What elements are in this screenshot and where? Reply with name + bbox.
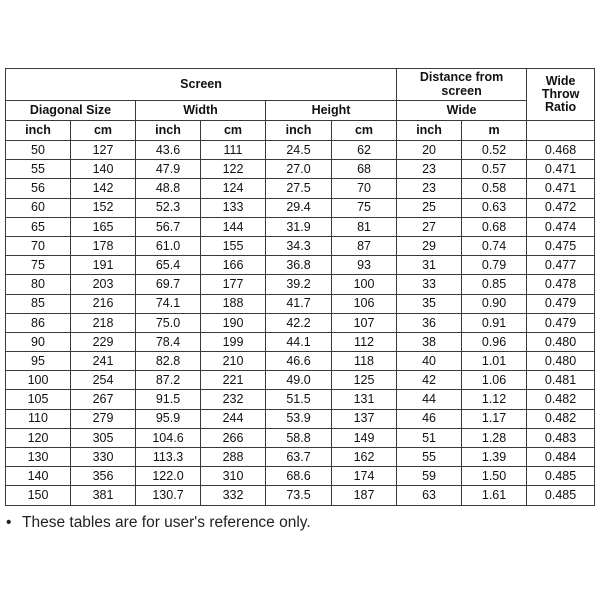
table-row [6, 486, 595, 505]
throw-ratio-header [527, 69, 595, 121]
table-row [6, 160, 595, 179]
ratio-header-line2: Throw [541, 86, 580, 101]
distance-group-header [397, 69, 527, 101]
cell-width-cm: 199 [201, 332, 266, 351]
cell-diag-cm: 127 [71, 141, 136, 160]
cell-height-inch: 68.6 [266, 467, 332, 486]
cell-width-cm: 166 [201, 256, 266, 275]
cell-diag-inch: 140 [6, 467, 71, 486]
unit-header: inch [6, 121, 71, 141]
ratio-header-line3: Ratio [544, 100, 577, 115]
cell-throw-ratio: 0.472 [527, 198, 595, 217]
cell-height-cm: 118 [332, 352, 397, 371]
cell-diag-inch: 130 [6, 448, 71, 467]
distance-header-line1: Distance from [419, 70, 504, 85]
cell-diag-inch: 70 [6, 236, 71, 255]
unit-header: inch [266, 121, 332, 141]
table-row [6, 275, 595, 294]
cell-distance-m: 0.57 [462, 160, 527, 179]
table-row [6, 236, 595, 255]
cell-diag-cm: 279 [71, 409, 136, 428]
cell-diag-cm: 152 [71, 198, 136, 217]
wide-header: Wide [397, 101, 527, 121]
cell-width-cm: 232 [201, 390, 266, 409]
cell-throw-ratio: 0.482 [527, 390, 595, 409]
cell-distance-m: 1.17 [462, 409, 527, 428]
cell-height-cm: 137 [332, 409, 397, 428]
table-row [6, 198, 595, 217]
cell-width-cm: 133 [201, 198, 266, 217]
table-row [6, 390, 595, 409]
cell-height-inch: 29.4 [266, 198, 332, 217]
cell-height-inch: 27.0 [266, 160, 332, 179]
ratio-header-line1: Wide [545, 73, 576, 88]
cell-width-cm: 210 [201, 352, 266, 371]
cell-width-inch: 91.5 [136, 390, 201, 409]
cell-diag-cm: 140 [71, 160, 136, 179]
cell-height-inch: 41.7 [266, 294, 332, 313]
cell-distance-inch: 44 [397, 390, 462, 409]
cell-height-cm: 87 [332, 236, 397, 255]
cell-throw-ratio: 0.474 [527, 217, 595, 236]
header-row-groups [6, 69, 595, 101]
table-row [6, 428, 595, 447]
cell-diag-cm: 241 [71, 352, 136, 371]
height-header: Height [266, 101, 397, 121]
cell-throw-ratio: 0.479 [527, 313, 595, 332]
cell-height-inch: 49.0 [266, 371, 332, 390]
cell-height-cm: 162 [332, 448, 397, 467]
cell-diag-inch: 90 [6, 332, 71, 351]
cell-width-cm: 124 [201, 179, 266, 198]
cell-height-inch: 27.5 [266, 179, 332, 198]
cell-distance-inch: 55 [397, 448, 462, 467]
cell-distance-inch: 46 [397, 409, 462, 428]
cell-width-cm: 221 [201, 371, 266, 390]
cell-width-cm: 266 [201, 428, 266, 447]
cell-distance-inch: 31 [397, 256, 462, 275]
cell-width-cm: 190 [201, 313, 266, 332]
cell-throw-ratio: 0.478 [527, 275, 595, 294]
cell-throw-ratio: 0.480 [527, 332, 595, 351]
cell-height-inch: 39.2 [266, 275, 332, 294]
cell-distance-inch: 36 [397, 313, 462, 332]
cell-height-cm: 107 [332, 313, 397, 332]
cell-height-inch: 51.5 [266, 390, 332, 409]
cell-distance-inch: 51 [397, 428, 462, 447]
cell-diag-cm: 216 [71, 294, 136, 313]
cell-distance-inch: 20 [397, 141, 462, 160]
reference-note [6, 514, 311, 532]
table-row [6, 141, 595, 160]
cell-diag-inch: 80 [6, 275, 71, 294]
note-bullet: • [6, 514, 12, 531]
cell-diag-cm: 218 [71, 313, 136, 332]
header-row-subgroups [6, 101, 595, 121]
cell-diag-inch: 86 [6, 313, 71, 332]
table-row [6, 332, 595, 351]
cell-width-inch: 61.0 [136, 236, 201, 255]
cell-distance-inch: 35 [397, 294, 462, 313]
cell-height-inch: 73.5 [266, 486, 332, 505]
unit-header: inch [397, 121, 462, 141]
cell-width-inch: 78.4 [136, 332, 201, 351]
table-row [6, 179, 595, 198]
cell-throw-ratio: 0.471 [527, 179, 595, 198]
width-header: Width [136, 101, 266, 121]
table-row [6, 409, 595, 428]
table-row [6, 313, 595, 332]
cell-height-inch: 34.3 [266, 236, 332, 255]
unit-header: cm [71, 121, 136, 141]
cell-width-inch: 75.0 [136, 313, 201, 332]
cell-throw-ratio: 0.468 [527, 141, 595, 160]
cell-height-cm: 149 [332, 428, 397, 447]
throw-distance-table-container [5, 68, 594, 506]
unit-header [527, 121, 595, 141]
cell-distance-m: 0.91 [462, 313, 527, 332]
cell-height-inch: 24.5 [266, 141, 332, 160]
cell-width-inch: 87.2 [136, 371, 201, 390]
cell-width-cm: 177 [201, 275, 266, 294]
cell-distance-inch: 63 [397, 486, 462, 505]
cell-throw-ratio: 0.482 [527, 409, 595, 428]
cell-throw-ratio: 0.485 [527, 486, 595, 505]
cell-distance-m: 0.63 [462, 198, 527, 217]
cell-distance-m: 1.39 [462, 448, 527, 467]
cell-distance-m: 0.90 [462, 294, 527, 313]
cell-diag-cm: 229 [71, 332, 136, 351]
cell-diag-inch: 95 [6, 352, 71, 371]
cell-width-inch: 95.9 [136, 409, 201, 428]
cell-width-cm: 144 [201, 217, 266, 236]
cell-diag-inch: 105 [6, 390, 71, 409]
cell-height-cm: 131 [332, 390, 397, 409]
cell-distance-m: 0.58 [462, 179, 527, 198]
cell-height-inch: 63.7 [266, 448, 332, 467]
cell-diag-inch: 56 [6, 179, 71, 198]
cell-diag-cm: 191 [71, 256, 136, 275]
cell-distance-inch: 27 [397, 217, 462, 236]
unit-header: inch [136, 121, 201, 141]
cell-width-inch: 104.6 [136, 428, 201, 447]
cell-height-cm: 62 [332, 141, 397, 160]
table-row [6, 217, 595, 236]
cell-throw-ratio: 0.484 [527, 448, 595, 467]
cell-width-inch: 113.3 [136, 448, 201, 467]
header-row-units [6, 121, 595, 141]
cell-diag-inch: 50 [6, 141, 71, 160]
cell-height-inch: 42.2 [266, 313, 332, 332]
cell-width-inch: 122.0 [136, 467, 201, 486]
cell-diag-inch: 60 [6, 198, 71, 217]
cell-diag-inch: 110 [6, 409, 71, 428]
cell-width-cm: 188 [201, 294, 266, 313]
cell-distance-inch: 42 [397, 371, 462, 390]
cell-diag-cm: 356 [71, 467, 136, 486]
cell-distance-inch: 23 [397, 179, 462, 198]
cell-throw-ratio: 0.481 [527, 371, 595, 390]
table-row [6, 294, 595, 313]
cell-diag-inch: 55 [6, 160, 71, 179]
table-row [6, 448, 595, 467]
cell-width-cm: 111 [201, 141, 266, 160]
cell-height-cm: 174 [332, 467, 397, 486]
cell-width-inch: 43.6 [136, 141, 201, 160]
cell-width-cm: 155 [201, 236, 266, 255]
cell-width-cm: 310 [201, 467, 266, 486]
cell-diag-cm: 330 [71, 448, 136, 467]
cell-height-inch: 58.8 [266, 428, 332, 447]
cell-width-inch: 82.8 [136, 352, 201, 371]
cell-height-cm: 106 [332, 294, 397, 313]
table-row [6, 352, 595, 371]
diagonal-size-header: Diagonal Size [6, 101, 136, 121]
cell-diag-cm: 381 [71, 486, 136, 505]
cell-height-cm: 100 [332, 275, 397, 294]
cell-height-inch: 44.1 [266, 332, 332, 351]
cell-height-cm: 75 [332, 198, 397, 217]
cell-distance-m: 1.01 [462, 352, 527, 371]
table-body [6, 141, 595, 506]
cell-distance-m: 0.68 [462, 217, 527, 236]
cell-width-inch: 65.4 [136, 256, 201, 275]
cell-height-cm: 112 [332, 332, 397, 351]
cell-distance-inch: 23 [397, 160, 462, 179]
cell-height-cm: 187 [332, 486, 397, 505]
cell-width-cm: 244 [201, 409, 266, 428]
cell-height-inch: 31.9 [266, 217, 332, 236]
cell-width-inch: 130.7 [136, 486, 201, 505]
cell-width-cm: 332 [201, 486, 266, 505]
cell-distance-m: 0.74 [462, 236, 527, 255]
cell-height-inch: 53.9 [266, 409, 332, 428]
cell-diag-cm: 165 [71, 217, 136, 236]
cell-height-cm: 81 [332, 217, 397, 236]
cell-diag-inch: 120 [6, 428, 71, 447]
cell-distance-inch: 38 [397, 332, 462, 351]
cell-height-inch: 36.8 [266, 256, 332, 275]
cell-distance-m: 1.28 [462, 428, 527, 447]
cell-distance-inch: 25 [397, 198, 462, 217]
cell-diag-inch: 150 [6, 486, 71, 505]
cell-height-cm: 70 [332, 179, 397, 198]
cell-distance-m: 1.50 [462, 467, 527, 486]
cell-distance-m: 0.96 [462, 332, 527, 351]
cell-diag-cm: 254 [71, 371, 136, 390]
cell-diag-cm: 178 [71, 236, 136, 255]
cell-diag-cm: 305 [71, 428, 136, 447]
cell-width-inch: 69.7 [136, 275, 201, 294]
cell-width-inch: 56.7 [136, 217, 201, 236]
cell-distance-inch: 59 [397, 467, 462, 486]
cell-diag-inch: 75 [6, 256, 71, 275]
cell-height-cm: 125 [332, 371, 397, 390]
cell-throw-ratio: 0.471 [527, 160, 595, 179]
table-row [6, 371, 595, 390]
cell-width-inch: 47.9 [136, 160, 201, 179]
cell-throw-ratio: 0.483 [527, 428, 595, 447]
cell-width-cm: 288 [201, 448, 266, 467]
cell-distance-m: 0.79 [462, 256, 527, 275]
unit-header: cm [201, 121, 266, 141]
cell-width-inch: 74.1 [136, 294, 201, 313]
cell-height-cm: 68 [332, 160, 397, 179]
cell-diag-cm: 203 [71, 275, 136, 294]
cell-throw-ratio: 0.479 [527, 294, 595, 313]
cell-width-inch: 52.3 [136, 198, 201, 217]
unit-header: m [462, 121, 527, 141]
cell-height-inch: 46.6 [266, 352, 332, 371]
cell-distance-m: 0.52 [462, 141, 527, 160]
cell-diag-inch: 85 [6, 294, 71, 313]
cell-diag-cm: 142 [71, 179, 136, 198]
cell-distance-inch: 33 [397, 275, 462, 294]
cell-diag-inch: 65 [6, 217, 71, 236]
screen-group-header: Screen [6, 69, 397, 101]
cell-diag-cm: 267 [71, 390, 136, 409]
cell-distance-m: 1.12 [462, 390, 527, 409]
table-row [6, 467, 595, 486]
cell-distance-m: 0.85 [462, 275, 527, 294]
cell-throw-ratio: 0.480 [527, 352, 595, 371]
cell-distance-m: 1.61 [462, 486, 527, 505]
cell-diag-inch: 100 [6, 371, 71, 390]
throw-distance-table [5, 68, 595, 506]
table-row [6, 256, 595, 275]
cell-height-cm: 93 [332, 256, 397, 275]
distance-header-line2: screen [441, 83, 482, 98]
cell-throw-ratio: 0.485 [527, 467, 595, 486]
note-text: These tables are for user's reference only. [22, 514, 311, 531]
cell-distance-m: 1.06 [462, 371, 527, 390]
cell-width-cm: 122 [201, 160, 266, 179]
cell-distance-inch: 40 [397, 352, 462, 371]
unit-header: cm [332, 121, 397, 141]
cell-width-inch: 48.8 [136, 179, 201, 198]
cell-distance-inch: 29 [397, 236, 462, 255]
cell-throw-ratio: 0.477 [527, 256, 595, 275]
cell-throw-ratio: 0.475 [527, 236, 595, 255]
